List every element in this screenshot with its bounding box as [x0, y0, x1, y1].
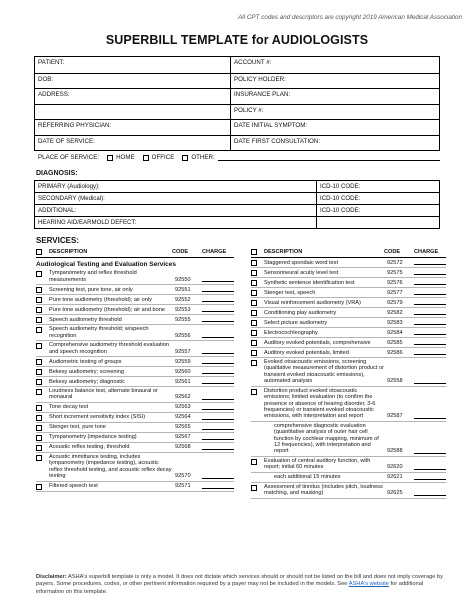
icd-code-field[interactable]: ICD-10 CODE: — [320, 194, 361, 202]
header-checkbox-left[interactable] — [36, 249, 42, 255]
service-code: 92552 — [175, 296, 191, 303]
services-header-left — [36, 249, 234, 258]
service-code: 92562 — [175, 394, 191, 401]
disclaimer — [36, 574, 446, 596]
service-code: 92584 — [387, 329, 403, 336]
services-column-left — [36, 249, 234, 492]
diagnosis-title: DIAGNOSIS: — [36, 170, 78, 177]
service-description: Evoked otoacoustic emissions, screening (qualitative measurement of distortion product or transient evoked otoacoustic emissions), automated analysis — [264, 359, 385, 385]
service-code: 92625 — [387, 490, 403, 497]
charge-input-line[interactable] — [202, 379, 234, 384]
service-description: Electrocochleography — [264, 329, 318, 336]
service-code: 92564 — [175, 414, 191, 421]
service-description: comprehensive diagnostic evaluation (quantitative analysis of outer hair cell function by cochlear mapping, minimum of 12 frequencies), with interpretation and report — [274, 422, 379, 455]
service-description: Acoustic immittance testing, includes tympanometry (impedance testing), acoustic reflex threshold testing, and acoustic reflex decay testing — [49, 453, 172, 480]
header-charge: CHARGE — [202, 248, 227, 255]
service-code: 92561 — [175, 378, 191, 385]
service-code: 92550 — [175, 276, 191, 283]
service-description: Pure tone audiometry (threshold); air only — [49, 296, 152, 303]
charge-input-line[interactable] — [414, 414, 446, 419]
place-of-service-label: PLACE OF SERVICE: — [38, 154, 100, 161]
service-row — [36, 387, 234, 403]
service-description: Loudness balance test, alternate binaural or monaural — [49, 388, 158, 401]
icd-code-field[interactable]: ICD-10 CODE: — [320, 182, 361, 190]
service-checkbox[interactable] — [36, 425, 42, 431]
service-description: Speech audiometry threshold — [49, 316, 122, 323]
charge-input-line[interactable] — [414, 280, 446, 285]
service-code: 92565 — [175, 424, 191, 431]
service-checkbox[interactable] — [251, 290, 257, 296]
service-row — [251, 422, 446, 457]
service-code: 92576 — [387, 279, 403, 286]
service-checkbox[interactable] — [36, 435, 42, 441]
service-description: Assessment of tinnitus (includes pitch, loudness matching, and masking) — [264, 483, 383, 497]
info-field-right[interactable]: DATE INITIAL SYMPTOM: — [234, 122, 308, 129]
service-checkbox[interactable] — [36, 343, 42, 349]
service-description: Acoustic reflex testing, threshold — [49, 444, 130, 451]
header-code: CODE — [172, 248, 189, 255]
service-checkbox[interactable] — [36, 389, 42, 395]
charge-input-line[interactable] — [414, 270, 446, 275]
charge-input-line[interactable] — [202, 307, 234, 312]
service-checkbox[interactable] — [36, 271, 42, 277]
service-row — [36, 482, 234, 492]
service-code: 92572 — [387, 259, 403, 266]
service-row — [251, 348, 446, 358]
header-checkbox-right[interactable] — [251, 249, 257, 255]
service-description: Sensorineural acuity level test — [264, 269, 339, 276]
service-description: Screening test, pure tone, air only — [49, 286, 133, 293]
service-row — [36, 325, 234, 341]
service-row — [36, 357, 234, 367]
charge-input-line[interactable] — [414, 290, 446, 295]
place-of-service — [38, 154, 440, 161]
info-field-right[interactable]: INSURANCE PLAN: — [234, 91, 291, 98]
info-field-left[interactable]: PATIENT: — [35, 57, 231, 73]
disclaimer-lead: Disclaimer: — [36, 574, 67, 580]
service-checkbox[interactable] — [251, 340, 257, 346]
service-description: Short increment sensitivity index (SISI) — [49, 414, 146, 421]
service-checkbox[interactable] — [36, 455, 42, 461]
charge-input-line[interactable] — [202, 415, 234, 420]
info-row — [35, 73, 439, 89]
service-description: Tympanometry and reflex threshold measurements — [49, 270, 137, 283]
charge-input-line[interactable] — [202, 349, 234, 354]
info-field-right[interactable]: POLICY HOLDER: — [234, 75, 286, 83]
service-checkbox[interactable] — [251, 459, 257, 465]
service-checkbox[interactable] — [36, 327, 42, 333]
charge-input-line[interactable] — [414, 350, 446, 355]
service-checkbox[interactable] — [251, 260, 257, 266]
service-description: Visual reinforcement audiometry (VRA) — [264, 299, 361, 306]
charge-input-line[interactable] — [414, 379, 446, 384]
service-code: 92568 — [175, 444, 191, 451]
services-list-right — [251, 258, 446, 499]
service-description: Distortion product evoked otoacoustic emissions; limited evaluation (to confirm the presence or absence of hearing disorder, 3-6 frequencies) or transient evoked otoacoustic emissions, with interpretation and report — [264, 387, 376, 420]
patient-info-grid — [34, 56, 440, 151]
service-row — [251, 288, 446, 298]
info-row — [35, 88, 439, 104]
service-checkbox[interactable] — [36, 359, 42, 365]
service-row — [36, 433, 234, 443]
service-code: 92577 — [387, 289, 403, 296]
info-field-right[interactable]: ACCOUNT #: — [234, 59, 272, 66]
other-label: OTHER: — [191, 154, 215, 161]
diagnosis-row — [35, 192, 439, 204]
service-description: Auditory evoked potentials, limited — [264, 349, 349, 356]
charge-input-line[interactable] — [414, 491, 446, 496]
other-checkbox[interactable] — [182, 155, 188, 161]
service-description: Auditory evoked potentials, comprehensive — [264, 339, 371, 346]
service-checkbox[interactable] — [36, 317, 42, 323]
charge-input-line[interactable] — [202, 297, 234, 302]
service-code: 92588 — [387, 448, 403, 455]
service-description: Bekesy audiometry; diagnostic — [49, 378, 125, 385]
service-row — [36, 413, 234, 423]
services-list-left — [36, 269, 234, 491]
service-code: 92556 — [175, 332, 191, 339]
charge-input-line[interactable] — [202, 317, 234, 322]
service-row — [251, 338, 446, 348]
charge-input-line[interactable] — [414, 465, 446, 470]
service-code: 92570 — [175, 473, 191, 480]
service-checkbox[interactable] — [36, 405, 42, 411]
service-code: 92587 — [387, 413, 403, 420]
service-checkbox[interactable] — [251, 280, 257, 286]
service-code: 92559 — [175, 358, 191, 365]
info-row — [35, 57, 439, 73]
info-field-left[interactable]: DOB: — [35, 74, 231, 89]
place-option-office[interactable] — [143, 154, 175, 161]
place-option-other[interactable] — [182, 154, 439, 161]
service-checkbox[interactable] — [251, 330, 257, 336]
service-checkbox[interactable] — [251, 485, 257, 491]
charge-input-line[interactable] — [202, 395, 234, 400]
service-row — [36, 423, 234, 433]
service-description: Staggered spondaic word test — [264, 259, 339, 266]
service-code: 92553 — [175, 306, 191, 313]
charge-input-line[interactable] — [414, 330, 446, 335]
asha-website-link[interactable]: ASHA's website — [348, 581, 389, 588]
charge-input-line[interactable] — [202, 445, 234, 450]
info-field-left[interactable] — [35, 105, 231, 120]
service-row — [251, 387, 446, 422]
service-code: 92620 — [387, 464, 403, 471]
charge-input-line[interactable] — [414, 340, 446, 345]
icd-code-field[interactable] — [317, 217, 439, 228]
service-code: 92621 — [387, 474, 403, 481]
service-description: Audiometric testing of groups — [49, 358, 122, 365]
service-row — [251, 268, 446, 278]
diagnosis-row — [35, 181, 439, 192]
service-row — [36, 367, 234, 377]
services-header-right — [251, 249, 446, 258]
service-row — [36, 315, 234, 325]
service-checkbox[interactable] — [251, 320, 257, 326]
icd-code-field[interactable]: ICD-10 CODE: — [320, 206, 361, 214]
service-description: Tone decay test — [49, 404, 89, 411]
service-checkbox[interactable] — [251, 270, 257, 276]
info-field-left[interactable]: ADDRESS: — [35, 89, 231, 104]
charge-input-line[interactable] — [414, 320, 446, 325]
home-label: HOME — [116, 154, 135, 161]
service-row — [251, 298, 446, 308]
services-column-right — [251, 249, 446, 499]
charge-input-line[interactable] — [414, 475, 446, 480]
other-input-line[interactable] — [218, 155, 440, 161]
service-checkbox[interactable] — [36, 445, 42, 451]
service-checkbox[interactable] — [251, 350, 257, 356]
service-code: 92586 — [387, 349, 403, 356]
service-description: Speech audiometry threshold; w/speech recognition — [49, 326, 149, 339]
service-code: 92557 — [175, 348, 191, 355]
page-title: SUPERBILL TEMPLATE for AUDIOLOGISTS — [105, 33, 369, 47]
service-row — [36, 453, 234, 482]
service-code: 92582 — [387, 309, 403, 316]
info-field-right[interactable]: DATE FIRST CONSULTATION: — [234, 137, 321, 145]
service-description: Filtered speech test — [49, 483, 98, 490]
service-row — [36, 341, 234, 357]
service-row — [36, 443, 234, 453]
service-row — [36, 285, 234, 295]
category-heading: Audiological Testing and Evaluation Services — [36, 261, 177, 268]
service-row — [251, 258, 446, 268]
service-checkbox[interactable] — [36, 287, 42, 293]
service-description: Synthetic sentence identification test — [264, 279, 355, 286]
service-code: 92560 — [175, 368, 191, 375]
services-title: SERVICES: — [36, 236, 79, 245]
service-row — [251, 483, 446, 499]
info-row — [35, 135, 439, 151]
service-checkbox[interactable] — [36, 379, 42, 385]
service-code: 92575 — [387, 269, 403, 276]
diagnosis-field[interactable]: PRIMARY (Audiology): — [35, 181, 317, 192]
charge-input-line[interactable] — [202, 359, 234, 364]
service-row — [36, 377, 234, 387]
charge-input-line[interactable] — [414, 300, 446, 305]
diagnosis-field[interactable]: SECONDARY (Medical): — [35, 193, 317, 204]
service-code: 92571 — [175, 483, 191, 490]
service-checkbox[interactable] — [251, 300, 257, 306]
service-description: Bekesy audiometry; screening — [49, 368, 124, 375]
diagnosis-row — [35, 204, 439, 216]
charge-input-line[interactable] — [414, 310, 446, 315]
header-code: CODE — [384, 248, 401, 255]
disclaimer-text: ASHA's superbill template is only a model. It does not dictate which services should or should not be listed on the bill and does not imply coverage by payers. Some procedures, codes, or other pertinent information required by a payer may not be included in the models. See — [36, 574, 444, 588]
service-description: Tympanometry (impedance testing) — [49, 434, 137, 441]
diagnosis-row — [35, 216, 439, 228]
service-checkbox[interactable] — [251, 360, 257, 366]
office-label: OFFICE — [151, 154, 175, 161]
service-row — [251, 308, 446, 318]
service-row — [36, 305, 234, 315]
service-description: Stenger test, pure tone — [49, 424, 106, 431]
copyright-notice: All CPT codes and descriptors are copyright 2019 American Medical Association — [238, 14, 462, 21]
service-row — [251, 318, 446, 328]
charge-input-line[interactable] — [414, 260, 446, 265]
service-row — [36, 295, 234, 305]
service-code: 92585 — [387, 339, 403, 346]
charge-input-line[interactable] — [202, 474, 234, 479]
info-row — [35, 104, 439, 120]
service-description: Comprehensive audiometry threshold evaluation and speech recognition — [49, 342, 170, 355]
service-code: 92583 — [387, 319, 403, 326]
disclaimer-tail: for additional information on this template. — [36, 581, 424, 595]
info-field-left[interactable]: REFERRING PHYSICIAN: — [35, 120, 231, 135]
service-description: each additional 15 minutes — [274, 474, 341, 481]
service-row — [36, 269, 234, 285]
diagnosis-field[interactable]: HEARING AID/EARMOLD DEFECT: — [35, 217, 317, 228]
service-checkbox[interactable] — [36, 415, 42, 421]
service-description: Conditioning play audiometry — [264, 309, 337, 316]
service-code: 92555 — [175, 316, 191, 323]
charge-input-line[interactable] — [414, 449, 446, 454]
service-description: Select picture audiometry — [264, 319, 328, 326]
office-checkbox[interactable] — [143, 155, 149, 161]
service-code: 92551 — [175, 286, 191, 293]
service-checkbox[interactable] — [36, 307, 42, 313]
charge-input-line[interactable] — [202, 287, 234, 292]
info-field-right[interactable]: POLICY #: — [234, 106, 264, 114]
diagnosis-field[interactable]: ADDITIONAL: — [35, 205, 317, 216]
service-code: 92567 — [175, 434, 191, 441]
service-row — [251, 358, 446, 387]
charge-input-line[interactable] — [202, 333, 234, 338]
service-description: Evaluation of central auditory function, with report; initial 60 minutes — [264, 457, 371, 471]
header-description: DESCRIPTION — [49, 248, 88, 255]
charge-input-line[interactable] — [202, 435, 234, 440]
info-row — [35, 119, 439, 135]
charge-input-line[interactable] — [202, 277, 234, 282]
service-code: 92563 — [175, 404, 191, 411]
service-row — [36, 403, 234, 413]
service-description: Pure tone audiometry (threshold); air and bone — [49, 306, 165, 313]
service-checkbox[interactable] — [36, 369, 42, 375]
header-charge: CHARGE — [414, 248, 439, 255]
service-code: 92558 — [387, 378, 403, 385]
header-description: DESCRIPTION — [264, 248, 303, 255]
charge-input-line[interactable] — [202, 369, 234, 374]
place-option-home[interactable] — [107, 154, 135, 161]
service-checkbox[interactable] — [251, 389, 257, 395]
service-checkbox[interactable] — [36, 297, 42, 303]
service-row — [251, 328, 446, 338]
service-row — [251, 278, 446, 288]
charge-input-line[interactable] — [202, 484, 234, 489]
diagnosis-table — [34, 180, 440, 229]
service-description: Stenger test, speech — [264, 289, 316, 296]
charge-input-line[interactable] — [202, 405, 234, 410]
service-row — [251, 473, 446, 483]
service-code: 92579 — [387, 299, 403, 306]
service-row — [251, 457, 446, 473]
home-checkbox[interactable] — [107, 155, 113, 161]
info-field-left[interactable]: DATE OF SERVICE: — [35, 136, 231, 151]
service-checkbox[interactable] — [36, 484, 42, 490]
charge-input-line[interactable] — [202, 425, 234, 430]
service-checkbox[interactable] — [251, 310, 257, 316]
